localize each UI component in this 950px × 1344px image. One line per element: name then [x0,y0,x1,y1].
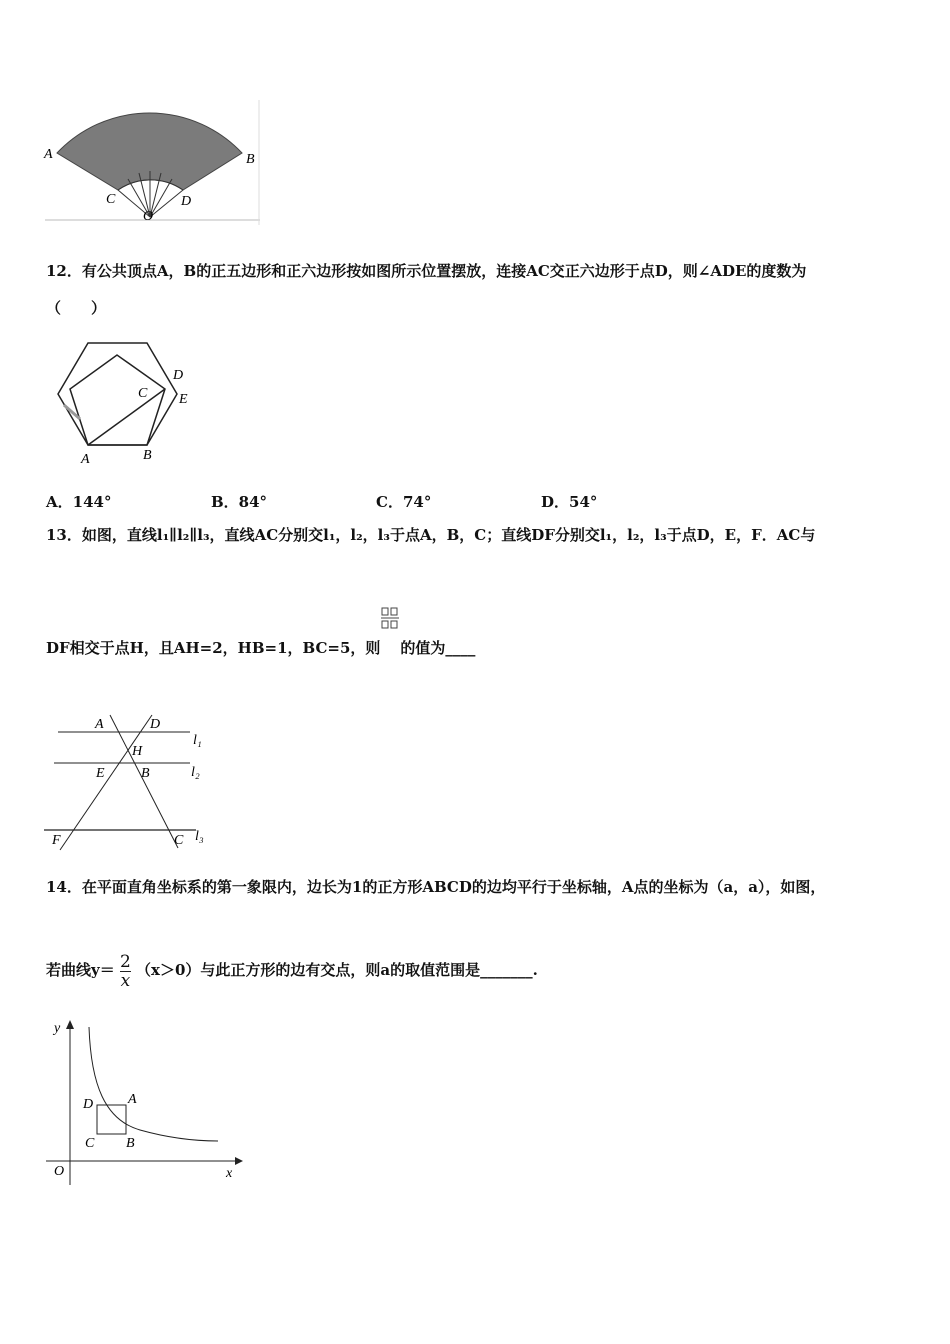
q13-label-e: E [96,766,105,781]
fan-figure [40,95,270,230]
fan-label-b: B [246,152,255,167]
fan-label-a: A [44,147,53,162]
q13-label-a: A [95,717,104,732]
square-abcd [97,1105,126,1134]
q12-figure [50,335,210,470]
q14-figure [40,1015,245,1195]
q13-line2-post: 的值为____ [400,639,476,657]
q13-label-l3: l₃ [195,829,204,844]
q14-line2-pre: 若曲线y＝ [46,961,115,979]
fan-label-o: O [143,209,154,224]
q14-label-x: x [226,1166,233,1181]
hyperbola-curve [89,1027,218,1141]
q12-option-a: A．144° [46,493,112,511]
q12-label-a: A [81,452,90,467]
q14-label-y: y [54,1021,61,1036]
q12-label-e: E [179,392,188,407]
q12-option-d: D．54° [541,493,598,511]
q14-label-c: C [85,1136,95,1151]
q12-label-d: D [173,368,184,383]
q13-figure [40,710,220,855]
q14-label-o: O [54,1164,65,1179]
line-ac [110,715,178,848]
q12-option-c: C．74° [376,493,432,511]
q12-label-c: C [138,386,148,401]
q13-label-d: D [150,717,161,732]
q14-label-a: A [128,1092,137,1107]
q14-label-d: D [83,1097,94,1112]
fan-label-d: D [181,194,192,209]
q13-label-l1: l₁ [193,733,202,748]
q14-fraction [120,953,131,990]
q14-label-b: B [126,1136,135,1151]
fan-label-c: C [106,192,116,207]
q12-paren: （ ） [46,299,107,317]
q13-label-c: C [174,833,184,848]
q13-label-l2: l₂ [191,765,200,780]
q14-frac-num: 2 [119,951,131,972]
q12-label-b: B [143,448,152,463]
q14-frac-den: x [120,970,131,991]
q14-line2-post: （x＞0）与此正方形的边有交点，则a的取值范围是_______. [136,961,538,979]
q12-option-b: B．84° [211,493,268,511]
q13-broken-fraction [380,631,400,657]
q14-line1: 14．在平面直角坐标系的第一象限内，边长为1的正方形ABCD的边均平行于坐标轴，A点的坐标为（a，a），如图， [46,878,826,896]
q12-text: 12．有公共顶点A，B的正五边形和正六边形按如图所示位置摆放，连接AC交正六边形于点D，则∠ADE的度数为 [46,262,807,280]
q13-label-f: F [52,833,61,848]
q13-line2-pre: DF相交于点H，且AH=2，HB=1，BC=5，则 [46,639,381,657]
line-ac [88,389,165,445]
q14-line2 [46,945,538,995]
q13-label-h: H [132,744,143,759]
q13-label-b: B [141,766,150,781]
q13-line2 [46,631,475,658]
q13-line1: 13．如图，直线l₁∥l₂∥l₃，直线AC分别交l₁，l₂，l₃于点A，B，C；直线DF分别交l₁，l₂，l₃于点D，E，F．AC与 [46,526,816,544]
